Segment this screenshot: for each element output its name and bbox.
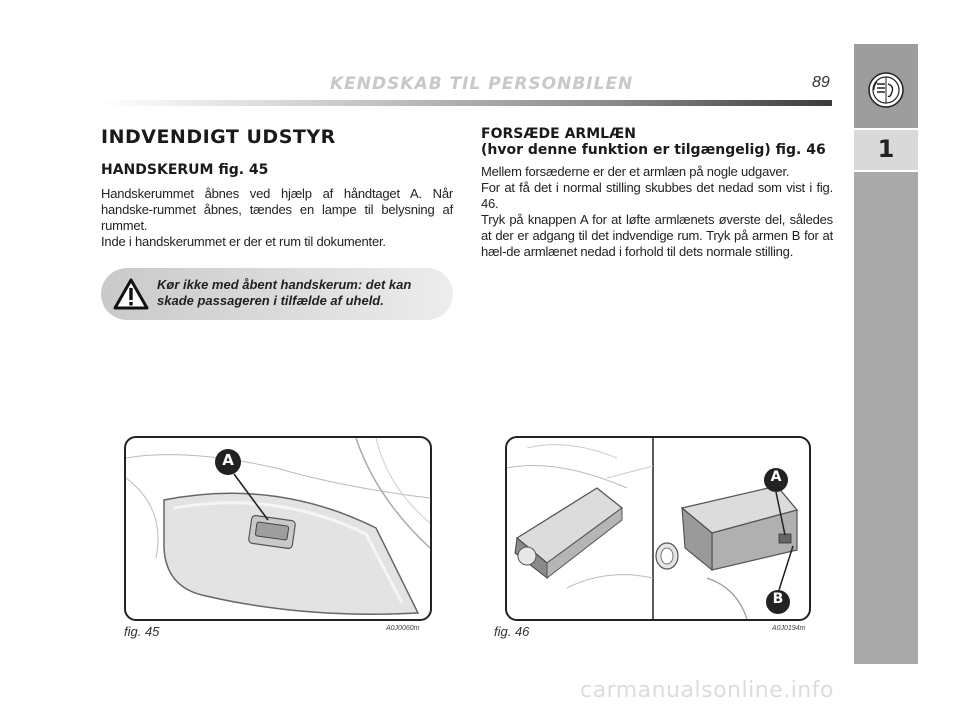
chapter-box — [854, 130, 918, 172]
armrest-title-line-1: FORSÆDE ARMLÆN — [481, 126, 636, 142]
warning-text: Kør ikke med åbent handskerum: det kan skade passageren i tilfælde af uheld. — [157, 277, 412, 308]
fig45-label-a: A — [222, 451, 234, 469]
page-number: 89 — [812, 74, 830, 91]
glovebox-paragraph: Handskerummet åbnes ved hjælp af håndtaget A. Når handske-rummet åbnes, tændes en lampe til belysning af rummet. — [101, 186, 453, 233]
brand-emblem-icon — [868, 72, 904, 108]
armrest-title-line-2: (hvor denne funktion er tilgængelig) fig. 46 — [481, 142, 826, 158]
sidebar-logo-box — [854, 44, 918, 130]
left-column — [101, 126, 453, 250]
chapter-number: 1 — [877, 135, 895, 163]
fig45-caption: fig. 45 — [124, 624, 160, 639]
glovebox-illustration — [126, 438, 430, 619]
figure-46 — [505, 436, 811, 621]
fig46-code: A0J0194m — [772, 625, 806, 632]
armrest-paragraph-3: Tryk på knappen A for at løfte armlænets øverste del, således at der er adgang til det indvendige rum. Tryk på armen B for at hæl-de armlænet nedad i forhold til dets normale stilling. — [481, 212, 833, 259]
fig46-label-a: A — [770, 469, 782, 485]
fig46-caption: fig. 46 — [494, 624, 530, 639]
page-header-title: KENDSKAB TIL PERSONBILEN — [330, 74, 634, 94]
armrest-illustration — [507, 438, 809, 619]
watermark-text: carmanualsonline.info — [580, 678, 834, 703]
figure-45 — [124, 436, 432, 621]
glovebox-title: HANDSKERUM fig. 45 — [101, 162, 269, 178]
armrest-paragraph-2: For at få det i normal stilling skubbes det nedad som vist i fig. 46. — [481, 180, 833, 211]
right-column — [481, 126, 833, 260]
chapter-sidebar — [854, 44, 918, 664]
fig45-code: A0J0060m — [386, 625, 420, 632]
armrest-paragraph-1: Mellem forsæderne er der et armlæn på nogle udgaver. — [481, 164, 790, 179]
glovebox-paragraph-2: Inde i handskerummet er der et rum til dokumenter. — [101, 234, 386, 249]
fig46-label-b: B — [772, 591, 784, 607]
warning-box — [101, 268, 453, 320]
armrest-title — [481, 126, 833, 158]
section-title: INDVENDIGT UDSTYR — [101, 126, 336, 148]
warning-triangle-icon — [113, 278, 149, 310]
header-rule — [100, 100, 832, 106]
